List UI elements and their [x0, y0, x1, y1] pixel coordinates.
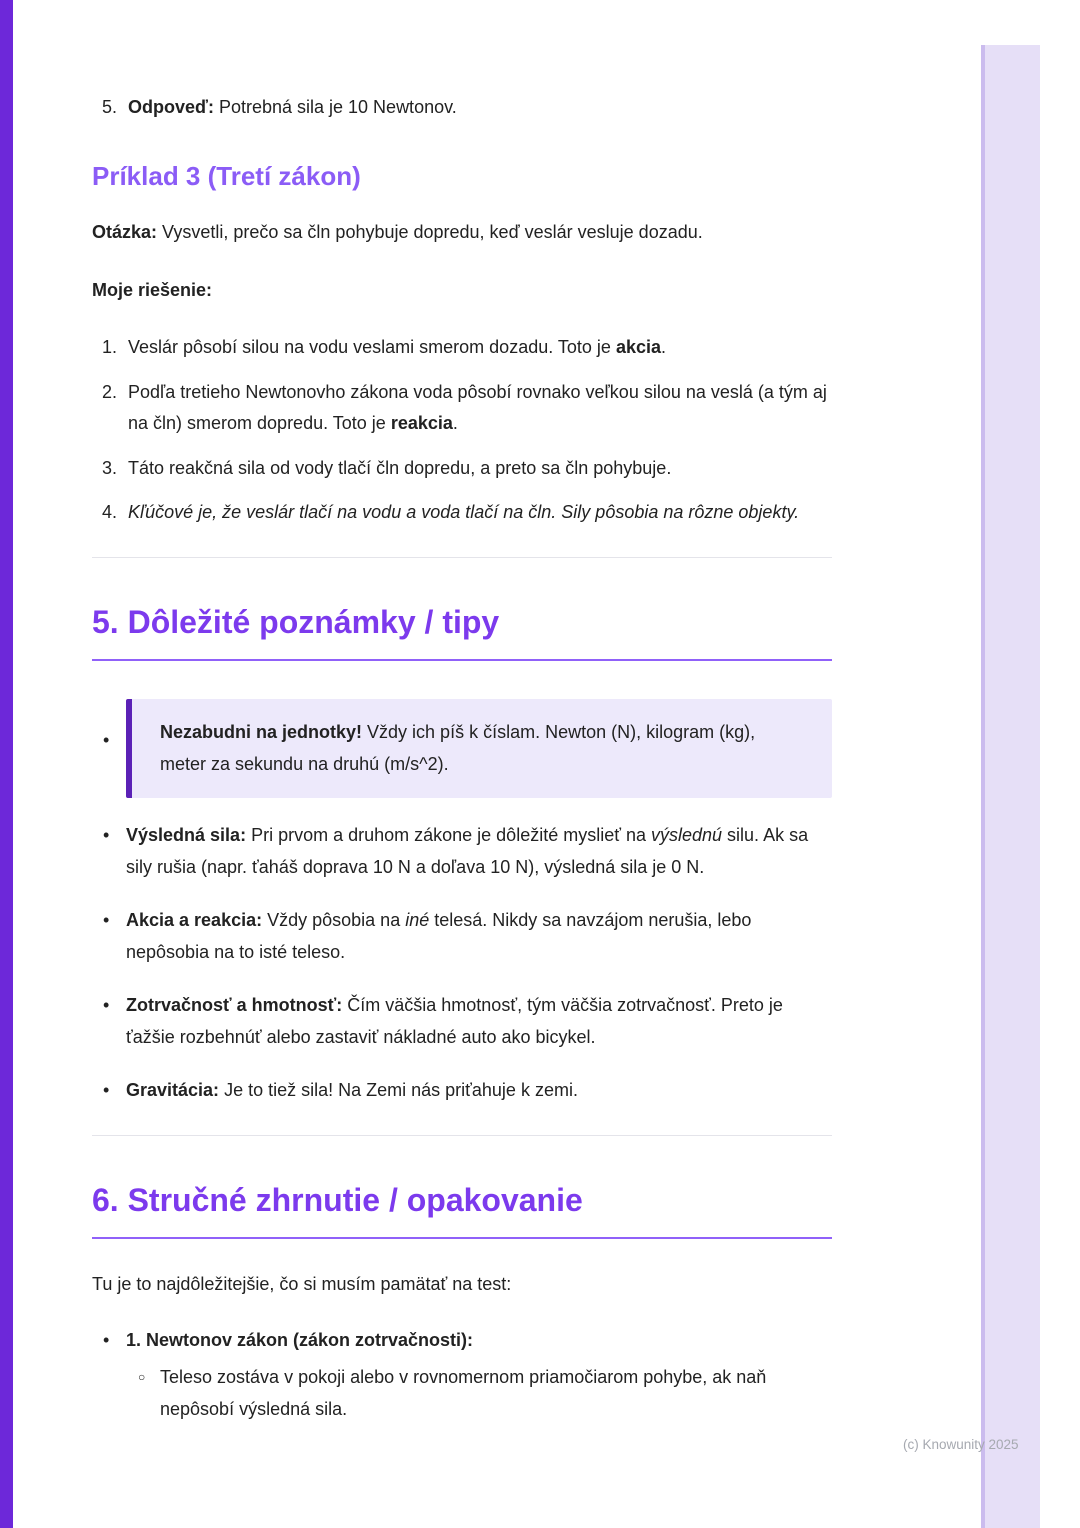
- solution-step-text: Kľúčové je, že veslár tlačí na vodu a voda tlačí na čln. Sily pôsobia na rôzne objekty.: [128, 502, 800, 523]
- section-divider: [92, 557, 832, 558]
- notes-content: [92, 92, 832, 1447]
- list-number: 5.: [102, 97, 118, 117]
- solution-step-text: Podľa tretieho Newtonovho zákona voda pôsobí rovnako veľkou silou na veslá (a tým aj na čln) smerom dopredu. Toto je reakcia.: [128, 381, 827, 434]
- list-number: 2.: [102, 381, 118, 402]
- summary-list: [92, 1325, 832, 1357]
- solution-step-text: Táto reakčná sila od vody tlačí čln dopredu, a preto sa čln pohybuje.: [128, 457, 672, 478]
- list-number: 4.: [102, 502, 118, 523]
- list-number: 1.: [102, 337, 118, 358]
- solution-step-text: Veslár pôsobí silou na vodu veslami smerom dozadu. Toto je akcia.: [128, 337, 666, 358]
- solution-step: [102, 497, 832, 529]
- solution-step: [102, 332, 832, 364]
- units-callout: [126, 699, 832, 798]
- copyright-footer: (c) Knowunity 2025: [903, 1437, 1019, 1452]
- tip-item: • Akcia a reakcia: Vždy pôsobia na iné telesá. Nikdy sa navzájom nerušia, lebo nepôsobia na to isté teleso.: [92, 905, 832, 968]
- summary-sublist: [92, 1362, 832, 1425]
- units-callout-text: • Nezabudni na jednotky! Vždy ich píš k číslam. Newton (N), kilogram (kg), meter za sekundu na druhú (m/s^2).: [160, 722, 756, 774]
- section-5-heading: 5. Dôležité poznámky / tipy: [92, 602, 832, 662]
- next-page-edge: [981, 45, 1040, 1528]
- tip-item: • Gravitácia: Je to tiež sila! Na Zemi nás priťahuje k zemi.: [92, 1075, 832, 1107]
- example3-heading: Príklad 3 (Tretí zákon): [92, 160, 361, 191]
- tips-list: [92, 699, 832, 1107]
- answer-text: Odpoveď: Potrebná sila je 10 Newtonov.: [128, 97, 457, 117]
- answer-list-item: [102, 92, 832, 124]
- solution-step: [102, 453, 832, 485]
- summary-item: • 1. Newtonov zákon (zákon zotrvačnosti):: [92, 1325, 832, 1357]
- section-6-heading: 6. Stručné zhrnutie / opakovanie: [92, 1180, 832, 1240]
- list-number: 3.: [102, 457, 118, 478]
- solution-label: Moje riešenie:: [92, 279, 213, 300]
- summary-intro: Tu je to najdôležitejšie, čo si musím pamätať na test:: [92, 1274, 512, 1295]
- left-accent-bar: [0, 0, 13, 1528]
- callout-list-item: [92, 699, 832, 798]
- tip-item: • Výsledná sila: Pri prvom a druhom zákone je dôležité myslieť na výslednú silu. Ak sa sily rušia (napr. ťaháš doprava 10 N a doľava 10 N), výsledná sila je 0 N.: [92, 820, 832, 883]
- tip-item: • Zotrvačnosť a hmotnosť: Čím väčšia hmotnosť, tým väčšia zotrvačnosť. Preto je ťažšie rozbehnúť alebo zastaviť nákladné auto ako bicykel.: [92, 990, 832, 1053]
- section-divider: [92, 1135, 832, 1136]
- solution-step: [102, 377, 832, 440]
- summary-sub-item: ○ Teleso zostáva v pokoji alebo v rovnomernom priamočiarom pohybe, ak naň nepôsobí výsledná sila.: [126, 1362, 832, 1425]
- solution-steps-list: [92, 332, 832, 529]
- question-paragraph: Otázka: Vysvetli, prečo sa čln pohybuje dopredu, keď veslár vesluje dozadu.: [92, 222, 703, 243]
